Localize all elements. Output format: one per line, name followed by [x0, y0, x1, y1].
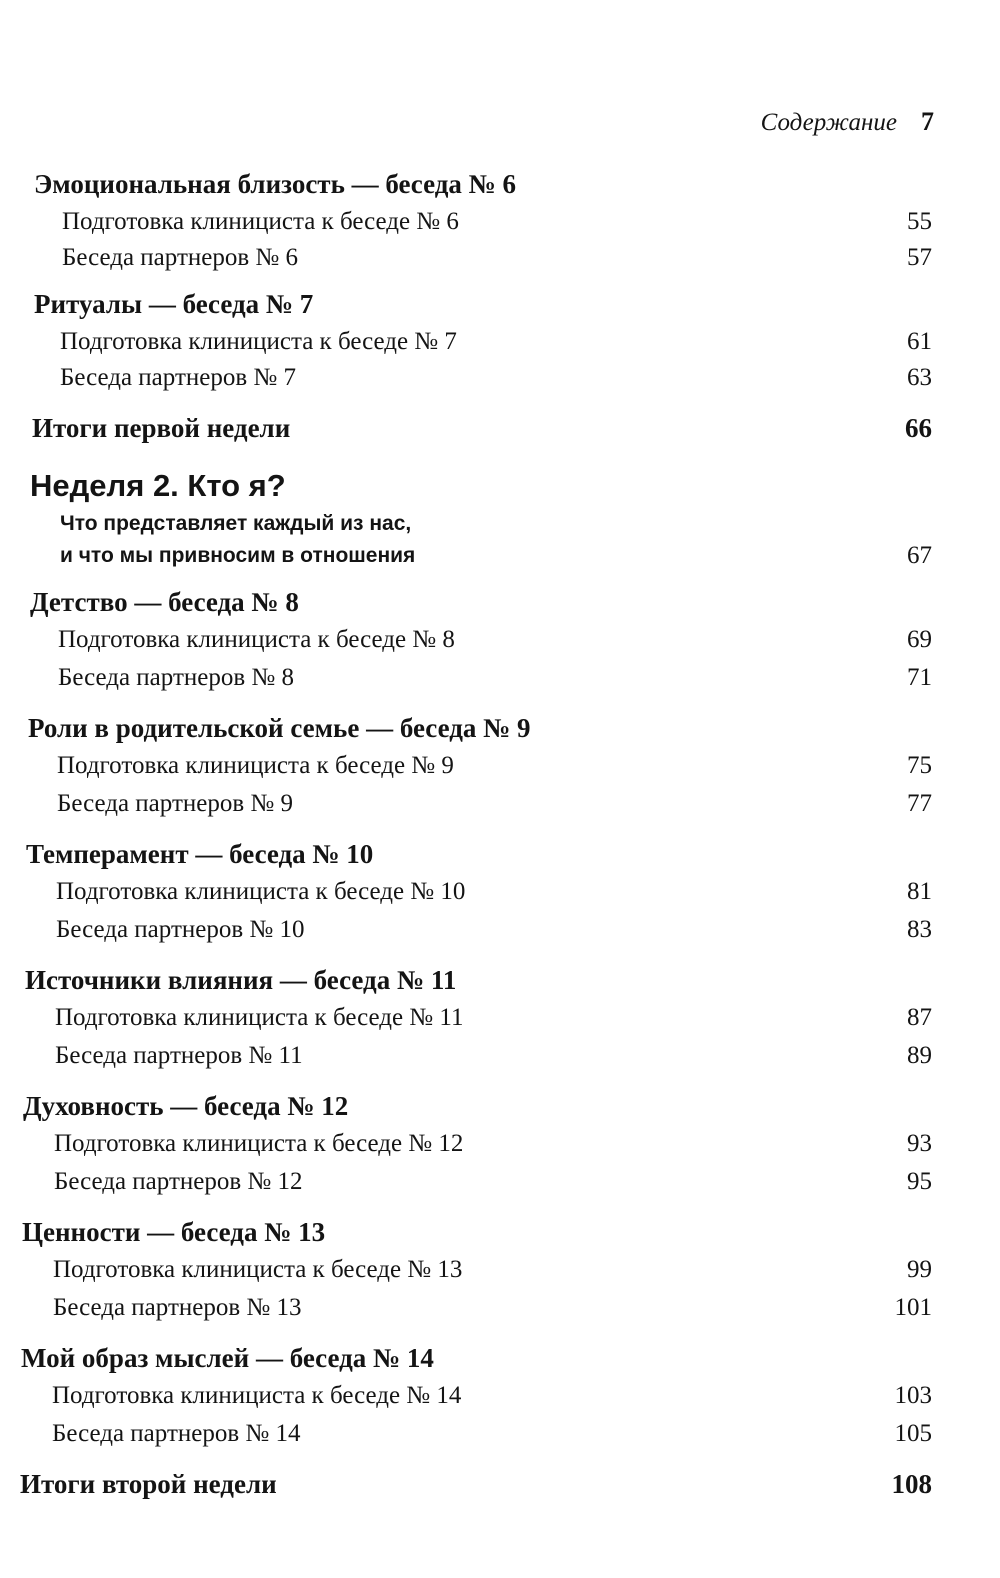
toc-entry-title: Подготовка клинициста к беседе № 7: [60, 328, 457, 355]
toc-entry-title: Детство — беседа № 8: [30, 587, 299, 617]
toc-entry-title: Итоги второй недели: [20, 1469, 277, 1499]
toc-entry-title: Подготовка клинициста к беседе № 6: [62, 208, 459, 235]
toc-entry-page: 83: [907, 916, 932, 943]
toc-entry-title: Беседа партнеров № 12: [54, 1168, 303, 1195]
toc-entry-sub[interactable]: [54, 1164, 932, 1200]
toc-entry-page: 81: [907, 878, 932, 905]
toc-entry-title: Эмоциональная близость — беседа № 6: [34, 169, 517, 199]
toc-entry-page: 63: [907, 364, 932, 391]
page-number: 7: [921, 107, 934, 136]
toc-entry-page: 71: [907, 664, 932, 691]
toc-entry-sub[interactable]: [52, 1416, 932, 1452]
toc-entry-page: 103: [894, 1382, 932, 1409]
toc-entry-title: Беседа партнеров № 13: [53, 1294, 302, 1321]
toc-entry-page: 99: [907, 1256, 932, 1283]
toc-entry-chapter[interactable]: [23, 1088, 932, 1124]
toc-entry-title: Что представляет каждый из нас,: [60, 512, 412, 535]
toc-entry-sub[interactable]: [54, 1126, 932, 1162]
toc-entry-page: 101: [894, 1294, 932, 1321]
toc-entry-chapter[interactable]: [25, 962, 932, 998]
toc-entry-weeksub[interactable]: [60, 540, 932, 572]
toc-entry-title: Подготовка клинициста к беседе № 12: [54, 1130, 464, 1157]
toc-entry-sub[interactable]: [60, 360, 932, 396]
toc-entry-title: Беседа партнеров № 6: [62, 244, 299, 271]
toc-entry-title: Беседа партнеров № 14: [52, 1420, 301, 1447]
toc-entry-title: Духовность — беседа № 12: [23, 1091, 349, 1121]
toc-entry-sub[interactable]: [60, 324, 932, 360]
toc-entry-page: 69: [907, 626, 932, 653]
toc-entry-title: Мой образ мыслей — беседа № 14: [21, 1343, 434, 1373]
toc-entry-page: 61: [907, 328, 932, 355]
toc-entry-title: Подготовка клинициста к беседе № 9: [57, 752, 454, 779]
toc-entry-page: 105: [894, 1420, 932, 1447]
toc-entry-weeksub[interactable]: [60, 508, 932, 540]
toc-entry-page: 77: [907, 790, 932, 817]
toc-entry-page: 108: [891, 1469, 932, 1499]
toc-entry-page: 95: [907, 1168, 932, 1195]
toc-entry-chapter[interactable]: [34, 166, 932, 202]
toc-entry-title: Ритуалы — беседа № 7: [34, 289, 314, 319]
toc-entry-chapter[interactable]: [32, 410, 932, 446]
toc-entry-sub[interactable]: [55, 1000, 932, 1036]
toc-entry-page: 55: [907, 208, 932, 235]
toc-entry-page: 93: [907, 1130, 932, 1157]
toc-entry-title: Беседа партнеров № 9: [57, 790, 294, 817]
toc-entry-page: 75: [907, 752, 932, 779]
toc-entry-title: Итоги первой недели: [32, 413, 291, 443]
toc-entry-title: Беседа партнеров № 11: [55, 1042, 303, 1069]
toc-entry-sub[interactable]: [53, 1252, 932, 1288]
toc-entry-week[interactable]: [30, 468, 932, 504]
toc-entry-sub[interactable]: [52, 1378, 932, 1414]
toc-entry-chapter[interactable]: [28, 710, 932, 746]
toc-entry-page: 89: [907, 1042, 932, 1069]
toc-entry-title: Подготовка клинициста к беседе № 14: [52, 1382, 462, 1409]
toc-entry-sub[interactable]: [56, 912, 932, 948]
toc-entry-title: Подготовка клинициста к беседе № 11: [55, 1004, 464, 1031]
toc-entry-title: Роли в родительской семье — беседа № 9: [28, 713, 531, 743]
toc-entry-page: 67: [907, 542, 932, 569]
toc-entry-sub[interactable]: [58, 660, 932, 696]
running-head-title: Содержание: [760, 109, 897, 136]
toc-entry-sub[interactable]: [58, 622, 932, 658]
toc-entry-title: Подготовка клинициста к беседе № 13: [53, 1256, 463, 1283]
toc-entry-sub[interactable]: [56, 874, 932, 910]
toc-entry-sub[interactable]: [62, 204, 932, 240]
toc-entry-chapter[interactable]: [20, 1466, 932, 1502]
toc-entry-title: Беседа партнеров № 8: [58, 664, 295, 691]
toc-entry-page: 66: [905, 413, 932, 443]
toc-entry-title: Темперамент — беседа № 10: [26, 839, 374, 869]
toc-entry-title: Подготовка клинициста к беседе № 10: [56, 878, 466, 905]
toc-entry-chapter[interactable]: [26, 836, 932, 872]
toc-entry-title: Подготовка клинициста к беседе № 8: [58, 626, 455, 653]
toc-entry-chapter[interactable]: [34, 286, 932, 322]
toc-entry-chapter[interactable]: [22, 1214, 932, 1250]
toc-entry-sub[interactable]: [53, 1290, 932, 1326]
toc-entry-title: Источники влияния — беседа № 11: [25, 965, 457, 995]
toc-entry-title: Беседа партнеров № 7: [60, 364, 297, 391]
toc-entry-page: 57: [907, 244, 932, 271]
running-head: [0, 104, 934, 141]
toc-entry-chapter[interactable]: [30, 584, 932, 620]
toc-entry-sub[interactable]: [57, 748, 932, 784]
toc-entry-title: и что мы привносим в отношения: [60, 544, 416, 567]
toc-entry-chapter[interactable]: [21, 1340, 932, 1376]
toc-entry-title: Неделя 2. Кто я?: [30, 468, 286, 503]
toc-entry-sub[interactable]: [57, 786, 932, 822]
toc-entry-sub[interactable]: [62, 240, 932, 276]
toc-entry-title: Беседа партнеров № 10: [56, 916, 305, 943]
toc-entry-title: Ценности — беседа № 13: [22, 1217, 326, 1247]
toc-entry-sub[interactable]: [55, 1038, 932, 1074]
toc-entry-page: 87: [907, 1004, 932, 1031]
